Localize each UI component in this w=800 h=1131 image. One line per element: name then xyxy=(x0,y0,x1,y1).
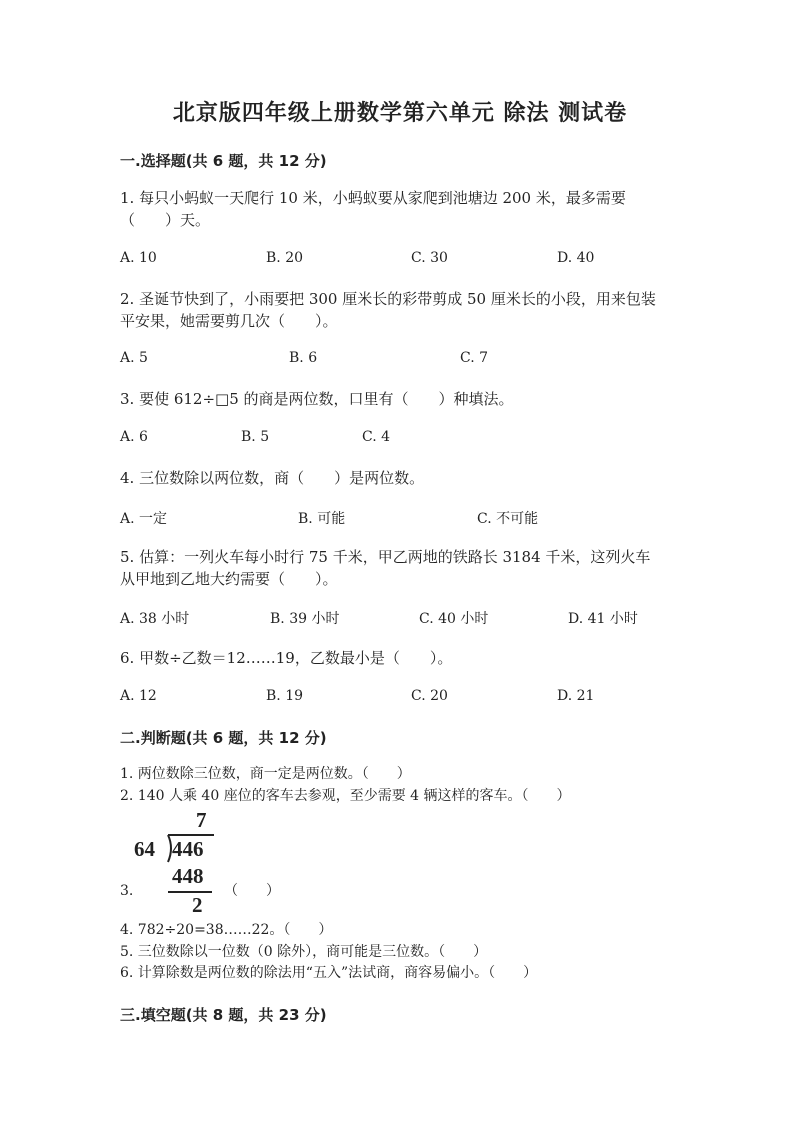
judge-question-3-number: 3. xyxy=(120,883,134,899)
q4-option-c[interactable]: C. 不可能 xyxy=(477,511,539,527)
section-heading-judge: 二.判断题(共 6 题，共 12 分) xyxy=(120,729,327,747)
question-2-line-2: 平安果，她需要剪几次（ ）。 xyxy=(120,312,338,330)
q2-option-c[interactable]: C. 7 xyxy=(460,350,489,366)
judge-question-3-paren: （ ） xyxy=(224,883,280,899)
question-6-line-1: 6. 甲数÷乙数＝12……19，乙数最小是（ ）。 xyxy=(120,649,453,667)
q4-option-b[interactable]: B. 可能 xyxy=(298,511,346,527)
q2-option-a[interactable]: A. 5 xyxy=(120,350,148,366)
division-divisor: 64 xyxy=(134,837,155,861)
q3-option-c[interactable]: C. 4 xyxy=(362,429,391,445)
q5-option-b[interactable]: B. 39 小时 xyxy=(270,611,340,627)
division-dividend: 446 xyxy=(172,837,204,861)
long-division-figure xyxy=(130,808,220,923)
q5-option-c[interactable]: C. 40 小时 xyxy=(419,611,489,627)
q6-option-b[interactable]: B. 19 xyxy=(266,688,304,704)
section-heading-fill: 三.填空题(共 8 题，共 23 分) xyxy=(120,1006,327,1024)
question-5-line-1: 5. 估算：一列火车每小时行 75 千米，甲乙两地的铁路长 3184 千米，这列火车 xyxy=(120,548,651,566)
q5-option-d[interactable]: D. 41 小时 xyxy=(568,611,638,627)
division-rule xyxy=(168,891,212,893)
question-1-line-1: 1. 每只小蚂蚁一天爬行 10 米，小蚂蚁要从家爬到池塘边 200 米，最多需要 xyxy=(120,189,626,207)
division-remainder: 2 xyxy=(192,893,203,917)
q5-option-a[interactable]: A. 38 小时 xyxy=(120,611,190,627)
division-quotient: 7 xyxy=(196,808,207,832)
division-product: 448 xyxy=(172,864,204,888)
judge-question-2: 2. 140 人乘 40 座位的客车去参观，至少需要 4 辆这样的客车。（ ） xyxy=(120,788,571,804)
judge-question-4: 4. 782÷20=38……22。（ ） xyxy=(120,922,333,938)
question-2-line-1: 2. 圣诞节快到了，小雨要把 300 厘米长的彩带剪成 50 厘米长的小段，用来包装 xyxy=(120,290,656,308)
question-4-line-1: 4. 三位数除以两位数，商（ ）是两位数。 xyxy=(120,469,425,487)
q6-option-c[interactable]: C. 20 xyxy=(411,688,448,704)
q1-option-c[interactable]: C. 30 xyxy=(411,250,448,266)
judge-question-1: 1. 两位数除三位数，商一定是两位数。（ ） xyxy=(120,766,411,782)
q3-option-b[interactable]: B. 5 xyxy=(241,429,270,445)
q1-option-a[interactable]: A. 10 xyxy=(120,250,157,266)
question-1-line-2: （ ）天。 xyxy=(120,211,211,229)
q1-option-d[interactable]: D. 40 xyxy=(557,250,595,266)
q1-option-b[interactable]: B. 20 xyxy=(266,250,304,266)
q6-option-a[interactable]: A. 12 xyxy=(120,688,157,704)
judge-question-6: 6. 计算除数是两位数的除法用“五入”法试商，商容易偏小。（ ） xyxy=(120,965,538,981)
q6-option-d[interactable]: D. 21 xyxy=(557,688,595,704)
section-heading-choice: 一.选择题(共 6 题，共 12 分) xyxy=(120,152,327,170)
q4-option-a[interactable]: A. 一定 xyxy=(120,511,168,527)
judge-question-5: 5. 三位数除以一位数（0 除外），商可能是三位数。（ ） xyxy=(120,944,488,960)
q2-option-b[interactable]: B. 6 xyxy=(289,350,318,366)
question-3-line-1: 3. 要使 612÷□5 的商是两位数，口里有（ ）种填法。 xyxy=(120,390,514,408)
question-5-line-2: 从甲地到乙地大约需要（ ）。 xyxy=(120,570,338,588)
q3-option-a[interactable]: A. 6 xyxy=(120,429,148,445)
page-title: 北京版四年级上册数学第六单元 除法 测试卷 xyxy=(172,101,628,126)
